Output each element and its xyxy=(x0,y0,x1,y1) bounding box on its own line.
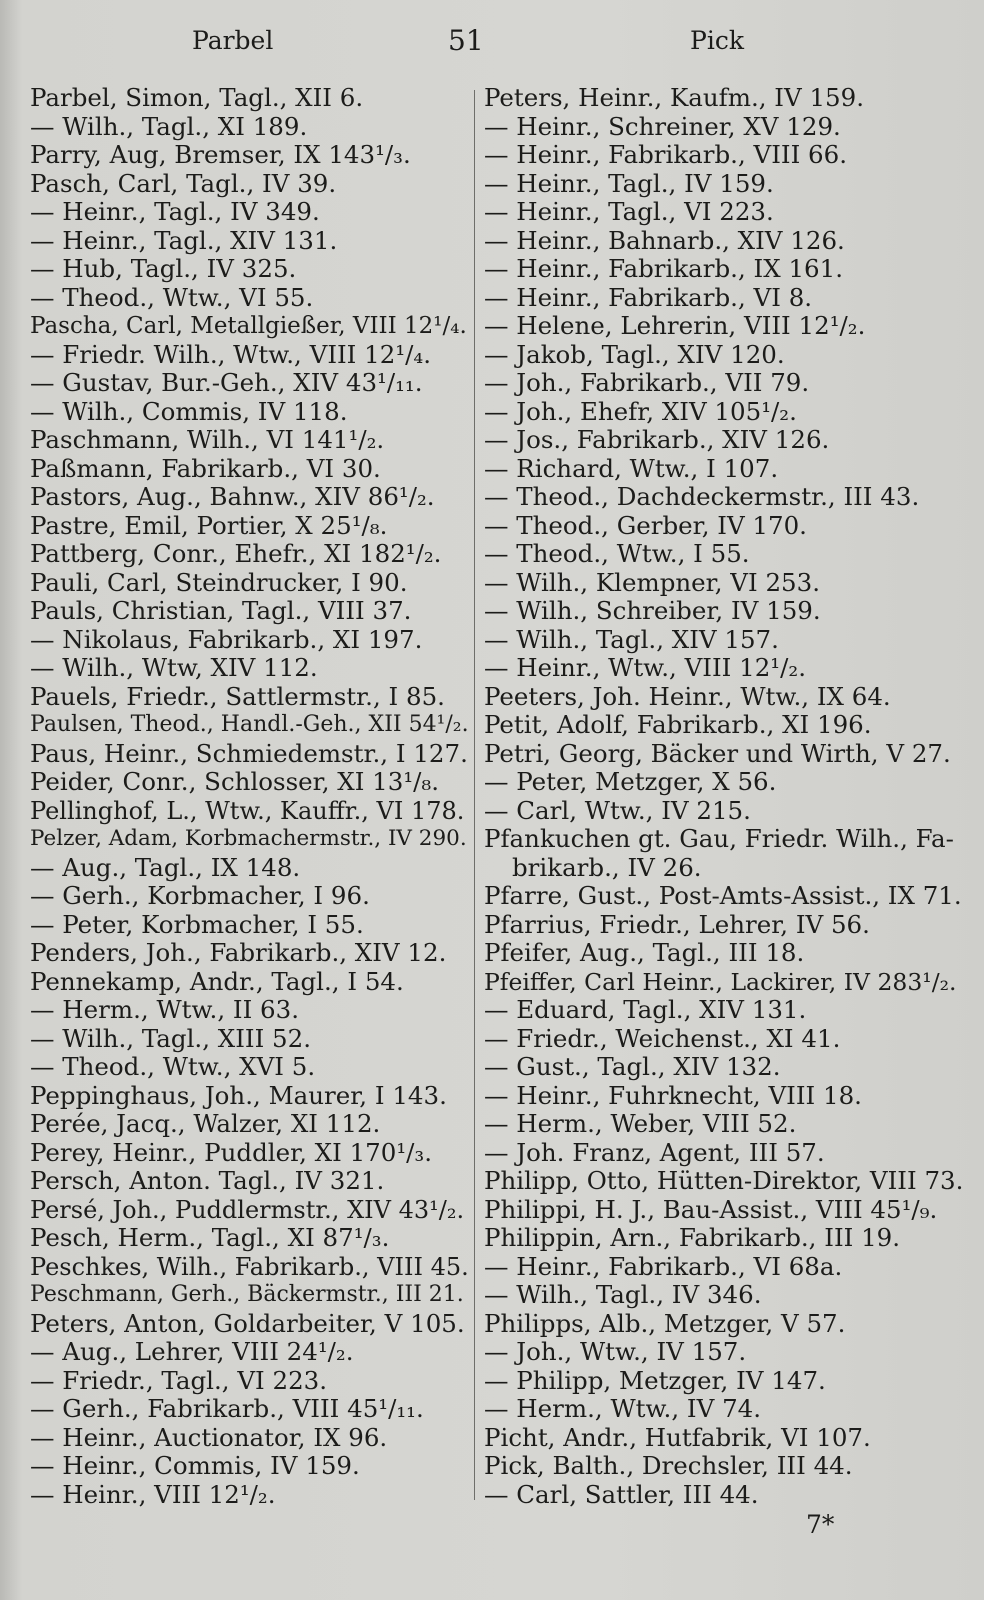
directory-entry: — Herm., Wtw., II 63. xyxy=(30,996,300,1024)
directory-entry: Paulsen, Theod., Handl.-Geh., XII 54¹/₂. xyxy=(30,712,469,737)
directory-entry: — Friedr., Weichenst., XI 41. xyxy=(484,1024,841,1053)
directory-entry: — Theod., Wtw., I 55. xyxy=(484,540,750,568)
directory-entry: — Heinr., Fabrikarb., VI 68a. xyxy=(484,1252,843,1281)
header-right-keyword: Pick xyxy=(690,26,744,55)
directory-entry: Peters, Anton, Goldarbeiter, V 105. xyxy=(30,1309,465,1338)
page-header xyxy=(30,22,954,66)
directory-entry: — Heinr., Auctionator, IX 96. xyxy=(30,1423,388,1452)
directory-entry: — Joh., Fabrikarb., VII 79. xyxy=(484,369,810,397)
directory-entry: — Aug., Tagl., IX 148. xyxy=(30,853,301,882)
directory-entry: — Carl, Sattler, III 44. xyxy=(484,1480,759,1509)
directory-entry: — Joh., Wtw., IV 157. xyxy=(484,1338,747,1366)
directory-entry: Paus, Heinr., Schmiedemstr., I 127. xyxy=(30,739,468,768)
directory-entry: — Philipp, Metzger, IV 147. xyxy=(484,1366,826,1395)
directory-entry: — Heinr., VIII 12¹/₂. xyxy=(30,1480,276,1509)
directory-entry: Pick, Balth., Drechsler, III 44. xyxy=(484,1452,853,1480)
directory-entry: — Wilh., Commis, IV 118. xyxy=(30,397,348,426)
directory-entry: — Gustav, Bur.-Geh., XIV 43¹/₁₁. xyxy=(30,369,423,397)
signature-mark: 7* xyxy=(806,1510,835,1539)
page-number: 51 xyxy=(448,24,484,57)
directory-entry: — Heinr., Wtw., VIII 12¹/₂. xyxy=(484,654,806,682)
directory-entry: brikarb., IV 26. xyxy=(512,853,702,882)
directory-entry: — Theod., Dachdeckermstr., III 43. xyxy=(484,483,920,511)
directory-entry: Pauls, Christian, Tagl., VIII 37. xyxy=(30,597,412,625)
directory-entry: Parbel, Simon, Tagl., XII 6. xyxy=(30,84,364,112)
directory-entry: Parry, Aug, Bremser, IX 143¹/₃. xyxy=(30,141,411,169)
directory-entry: — Heinr., Fabrikarb., VIII 66. xyxy=(484,141,848,169)
directory-entry: Persch, Anton. Tagl., IV 321. xyxy=(30,1167,385,1195)
directory-entry: — Nikolaus, Fabrikarb., XI 197. xyxy=(30,625,423,654)
directory-entry: — Herm., Weber, VIII 52. xyxy=(484,1110,797,1138)
directory-entry: — Gerh., Korbmacher, I 96. xyxy=(30,882,370,910)
directory-entry: Petri, Georg, Bäcker und Wirth, V 27. xyxy=(484,739,951,768)
directory-entry: — Theod., Gerber, IV 170. xyxy=(484,511,807,540)
directory-entry: Pastre, Emil, Portier, X 25¹/₈. xyxy=(30,511,388,540)
directory-entry: — Friedr., Tagl., VI 223. xyxy=(30,1366,328,1395)
directory-entry: — Peter, Korbmacher, I 55. xyxy=(30,910,364,939)
directory-entry: — Wilh., Tagl., XI 189. xyxy=(30,112,308,141)
directory-entry: Peider, Conr., Schlosser, XI 13¹/₈. xyxy=(30,768,440,796)
directory-entry: — Helene, Lehrerin, VIII 12¹/₂. xyxy=(484,312,866,340)
directory-entry: Pascha, Carl, Metallgießer, VIII 12¹/₄. xyxy=(30,313,467,339)
directory-entry: Paßmann, Fabrikarb., VI 30. xyxy=(30,454,381,483)
directory-entry: Picht, Andr., Hutfabrik, VI 107. xyxy=(484,1423,871,1452)
directory-entry: Pattberg, Conr., Ehefr., XI 182¹/₂. xyxy=(30,540,442,568)
directory-entry: Pfarrius, Friedr., Lehrer, IV 56. xyxy=(484,910,870,939)
directory-entry: Peschmann, Gerh., Bäckermstr., III 21. xyxy=(30,1282,464,1307)
directory-entry: Perée, Jacq., Walzer, XI 112. xyxy=(30,1110,381,1138)
directory-entry: Peppinghaus, Joh., Maurer, I 143. xyxy=(30,1081,447,1110)
directory-entry: Peters, Heinr., Kaufm., IV 159. xyxy=(484,84,865,112)
directory-entry: Philipps, Alb., Metzger, V 57. xyxy=(484,1309,846,1338)
directory-entry: Persé, Joh., Puddlermstr., XIV 43¹/₂. xyxy=(30,1195,465,1224)
directory-entry: — Peter, Metzger, X 56. xyxy=(484,768,777,796)
directory-entry: — Joh., Ehefr, XIV 105¹/₂. xyxy=(484,397,797,426)
directory-entry: Pelzer, Adam, Korbmachermstr., IV 290. xyxy=(30,826,467,851)
directory-entry: Perey, Heinr., Puddler, XI 170¹/₃. xyxy=(30,1138,433,1167)
directory-entry: — Heinr., Schreiner, XV 129. xyxy=(484,112,841,141)
directory-entry: — Heinr., Tagl., IV 159. xyxy=(484,169,774,198)
header-left-keyword: Parbel xyxy=(192,26,274,55)
directory-entry: — Gust., Tagl., XIV 132. xyxy=(484,1053,781,1081)
directory-entry: Pfarre, Gust., Post-Amts-Assist., IX 71. xyxy=(484,882,962,910)
directory-entry: Pauels, Friedr., Sattlermstr., I 85. xyxy=(30,682,445,711)
directory-entry: Pellinghof, L., Wtw., Kauffr., VI 178. xyxy=(30,796,465,825)
directory-entry: — Heinr., Tagl., XIV 131. xyxy=(30,226,338,255)
directory-entry: — Wilh., Schreiber, IV 159. xyxy=(484,597,821,625)
directory-entry: Penders, Joh., Fabrikarb., XIV 12. xyxy=(30,939,447,967)
directory-entry: Pfeifer, Aug., Tagl., III 18. xyxy=(484,939,805,967)
directory-entry: — Heinr., Bahnarb., XIV 126. xyxy=(484,226,845,255)
directory-entry: Paschmann, Wilh., VI 141¹/₂. xyxy=(30,426,385,454)
directory-entry: — Gerh., Fabrikarb., VIII 45¹/₁₁. xyxy=(30,1395,424,1423)
directory-entry: — Jos., Fabrikarb., XIV 126. xyxy=(484,426,830,454)
right-column xyxy=(484,84,964,1509)
directory-entry: Peeters, Joh. Heinr., Wtw., IX 64. xyxy=(484,682,891,711)
directory-entry: — Hub, Tagl., IV 325. xyxy=(30,255,297,283)
directory-entry: — Richard, Wtw., I 107. xyxy=(484,454,779,483)
directory-entry: — Heinr., Tagl., VI 223. xyxy=(484,198,774,226)
directory-entry: — Herm., Wtw., IV 74. xyxy=(484,1395,762,1423)
directory-entry: Pfankuchen gt. Gau, Friedr. Wilh., Fa- xyxy=(484,825,954,853)
directory-entry: — Theod., Wtw., XVI 5. xyxy=(30,1053,316,1081)
directory-entry: — Heinr., Fabrikarb., VI 8. xyxy=(484,283,813,312)
directory-entry: Petit, Adolf, Fabrikarb., XI 196. xyxy=(484,711,872,739)
column-divider xyxy=(474,90,475,1500)
directory-entry: Pesch, Herm., Tagl., XI 87¹/₃. xyxy=(30,1224,390,1252)
directory-entry: — Heinr., Commis, IV 159. xyxy=(30,1452,360,1480)
directory-entry: — Wilh., Wtw, XIV 112. xyxy=(30,654,318,682)
directory-entry: — Heinr., Fabrikarb., IX 161. xyxy=(484,255,843,283)
directory-entry: Philipp, Otto, Hütten-Direktor, VIII 73. xyxy=(484,1167,964,1195)
directory-entry: Pastors, Aug., Bahnw., XIV 86¹/₂. xyxy=(30,483,435,511)
left-column xyxy=(30,84,470,1509)
directory-entry: — Wilh., Tagl., XIV 157. xyxy=(484,625,779,654)
directory-entry: — Heinr., Tagl., IV 349. xyxy=(30,198,320,226)
directory-entry: — Aug., Lehrer, VIII 24¹/₂. xyxy=(30,1338,354,1366)
directory-entry: Pauli, Carl, Steindrucker, I 90. xyxy=(30,568,408,597)
directory-entry: Philippin, Arn., Fabrikarb., III 19. xyxy=(484,1224,901,1252)
directory-entry: — Carl, Wtw., IV 215. xyxy=(484,796,751,825)
directory-entry: — Eduard, Tagl., XIV 131. xyxy=(484,996,807,1024)
directory-entry: Philippi, H. J., Bau-Assist., VIII 45¹/₉. xyxy=(484,1195,938,1224)
directory-entry: — Wilh., Tagl., XIII 52. xyxy=(30,1024,312,1053)
directory-entry: Pennekamp, Andr., Tagl., I 54. xyxy=(30,967,404,996)
directory-entry: — Wilh., Klempner, VI 253. xyxy=(484,568,820,597)
directory-entry: — Friedr. Wilh., Wtw., VIII 12¹/₄. xyxy=(30,340,432,369)
directory-entry: — Heinr., Fuhrknecht, VIII 18. xyxy=(484,1081,862,1110)
directory-entry: Peschkes, Wilh., Fabrikarb., VIII 45. xyxy=(30,1252,469,1281)
directory-entry: — Jakob, Tagl., XIV 120. xyxy=(484,340,785,369)
directory-entry: — Theod., Wtw., VI 55. xyxy=(30,283,314,312)
directory-entry: Pasch, Carl, Tagl., IV 39. xyxy=(30,169,337,198)
directory-entry: — Joh. Franz, Agent, III 57. xyxy=(484,1138,825,1167)
directory-entry: Pfeiffer, Carl Heinr., Lackirer, IV 283¹/₂. xyxy=(484,967,957,996)
directory-entry: — Wilh., Tagl., IV 346. xyxy=(484,1281,762,1309)
